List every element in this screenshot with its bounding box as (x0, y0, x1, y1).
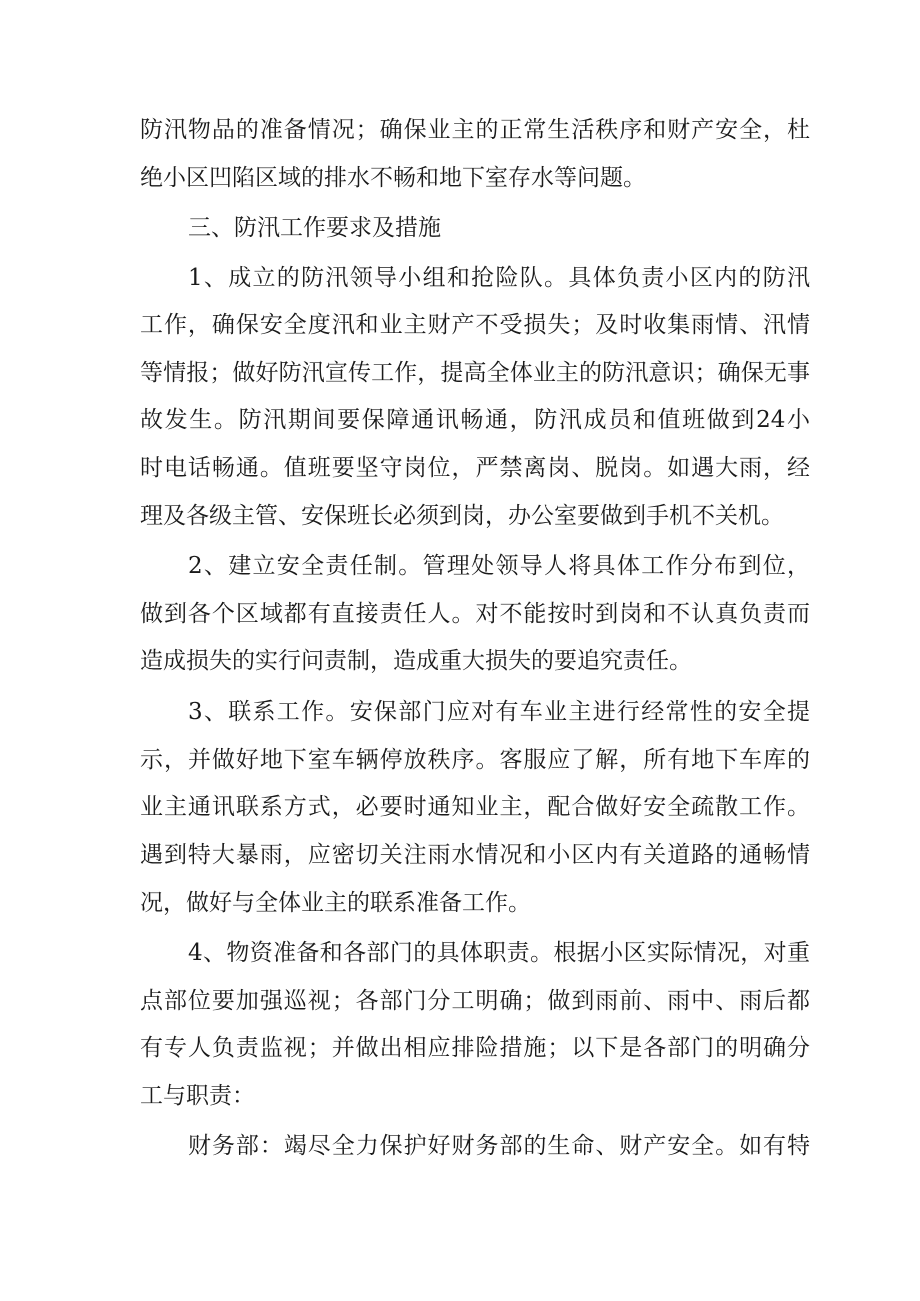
paragraph-line: 有专人负责监视；并做出相应排险措施；以下是各部门的明确分 (140, 1035, 810, 1061)
paragraph-line: 3、联系工作。安保部门应对有车业主进行经常性的安全提 (188, 699, 810, 725)
paragraph-line: 理及各级主管、安保班长必须到岗，办公室要做到手机不关机。 (140, 503, 784, 529)
paragraph-line: 工作，确保安全度汛和业主财产不受损失；及时收集雨情、汛情 (140, 312, 810, 338)
paragraph-line: 财务部：竭尽全力保护好财务部的生命、财产安全。如有特 (188, 1133, 810, 1159)
paragraph-line: 防汛物品的准备情况；确保业主的正常生活秩序和财产安全，杜 (140, 117, 810, 143)
paragraph-line: 做到各个区域都有直接责任人。对不能按时到岗和不认真负责而 (140, 601, 810, 627)
section-heading: 三、防汛工作要求及措施 (188, 215, 441, 241)
paragraph-line: 示，并做好地下室车辆停放秩序。客服应了解，所有地下车库的 (140, 747, 810, 773)
paragraph-line: 况，做好与全体业主的联系准备工作。 (140, 890, 531, 916)
paragraph-line: 业主通讯联系方式，必要时通知业主，配合做好安全疏散工作。 (140, 794, 810, 820)
paragraph-line: 遇到特大暴雨，应密切关注雨水情况和小区内有关道路的通畅情 (140, 842, 810, 868)
paragraph-line: 绝小区凹陷区域的排水不畅和地下室存水等问题。 (140, 165, 646, 191)
paragraph-line: 造成损失的实行问责制，造成重大损失的要追究责任。 (140, 648, 692, 674)
paragraph-line: 等情报；做好防汛宣传工作，提高全体业主的防汛意识；确保无事 (140, 360, 810, 386)
paragraph-line: 点部位要加强巡视；各部门分工明确；做到雨前、雨中、雨后都 (140, 988, 810, 1014)
paragraph-line: 工与职责： (140, 1083, 255, 1109)
paragraph-line: 2、建立安全责任制。管理处领导人将具体工作分布到位， (188, 553, 810, 579)
paragraph-line: 时电话畅通。值班要坚守岗位，严禁离岗、脱岗。如遇大雨，经 (140, 455, 810, 481)
paragraph-line: 4、物资准备和各部门的具体职责。根据小区实际情况，对重 (188, 940, 810, 966)
paragraph-line: 1、成立的防汛领导小组和抢险队。具体负责小区内的防汛 (188, 265, 810, 291)
paragraph-line: 故发生。防汛期间要保障通讯畅通，防汛成员和值班做到24小 (140, 407, 810, 433)
